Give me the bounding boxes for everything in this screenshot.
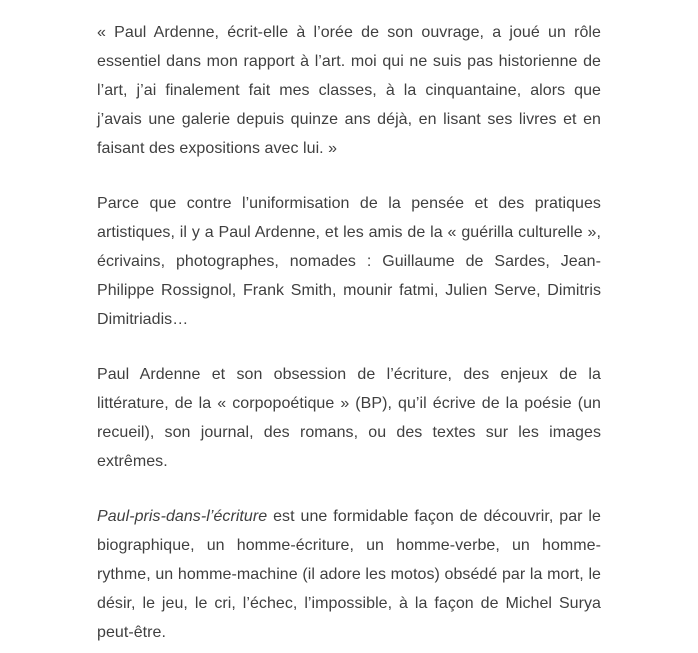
paragraph-obsession: [97, 360, 601, 476]
paragraph-book: [97, 502, 601, 647]
paragraph-quote-text: « Paul Ardenne, écrit-elle à l’orée de son ouvrage, a joué un rôle essentiel dans mon rapport à l’art. moi qui ne suis pas historienne de l’art, j’ai finalement fait mes classes, à la cinquantaine, alors que j’avais une galerie depuis quinze ans déjà, en lisant ses livres et en faisant des expositions avec lui. »: [97, 24, 601, 157]
paragraph-guerilla: [97, 189, 601, 334]
paragraph-obsession-text: Paul Ardenne et son obsession de l’écriture, des enjeux de la littérature, de la « corpopoétique » (BP), qu’il écrive de la poésie (un recueil), son journal, des romans, ou des textes sur les images extrêmes.: [97, 366, 601, 470]
paragraph-quote: [97, 18, 601, 163]
paragraph-guerilla-text: Parce que contre l’uniformisation de la pensée et des pratiques artistiques, il y a Paul Ardenne, et les amis de la « guérilla culturelle », écrivains, photographes, nomades : Guillaume de Sardes, Jean-Philippe Rossignol, Frank Smith, mounir fatmi, Julien Serve, Dimitris Dimitriadis…: [97, 195, 601, 328]
article-body: [97, 18, 601, 647]
book-title: Paul-pris-dans-l’écriture: [97, 508, 268, 525]
paragraph-book-text: est une formidable façon de découvrir, par le biographique, un homme-écriture, un homme-verbe, un homme-rythme, un homme-machine (il adore les motos) obsédé par la mort, le désir, le jeu, le cri, l’échec, l’impossible, à la façon de Michel Surya peut-être.: [97, 508, 601, 641]
